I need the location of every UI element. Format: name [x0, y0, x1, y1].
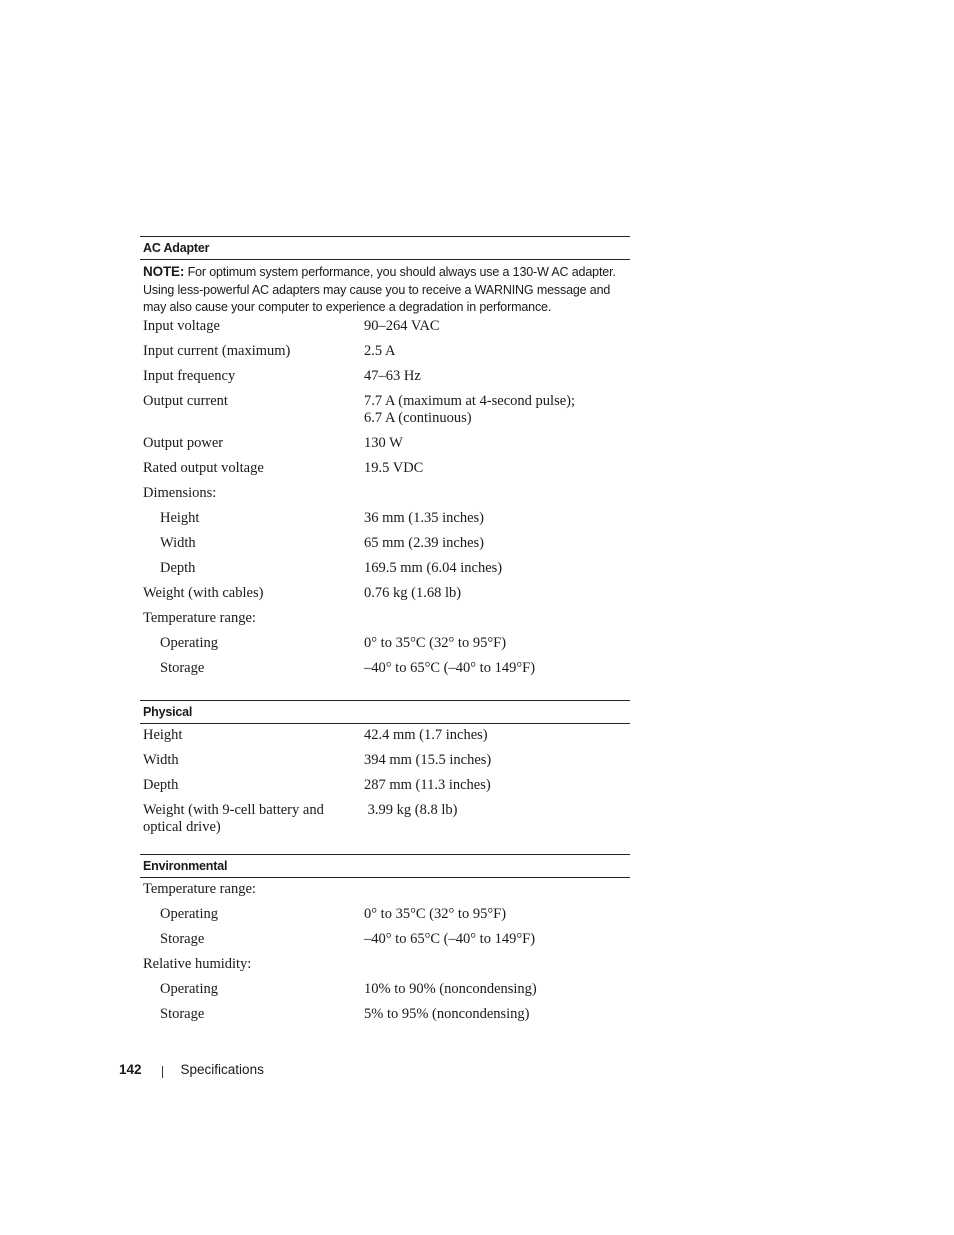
spec-row: [140, 460, 630, 485]
spec-row: [140, 635, 630, 660]
spec-label: Operating: [160, 635, 218, 651]
spec-value: 287 mm (11.3 inches): [364, 777, 491, 793]
spec-row: [140, 1006, 630, 1031]
spec-label: Relative humidity:: [143, 956, 252, 972]
spec-label: Depth: [143, 777, 179, 793]
spec-row: [140, 393, 630, 435]
spec-row: [140, 881, 630, 906]
spec-label: Height: [160, 510, 200, 526]
spec-label: Input frequency: [143, 368, 236, 384]
spec-value: 3.99 kg (8.8 lb): [364, 802, 458, 818]
spec-row: [140, 752, 630, 777]
footer-section-title: Specifications: [180, 1062, 264, 1077]
section-heading-ac-adapter: AC Adapter: [140, 236, 630, 260]
spec-label: Weight (with cables): [143, 585, 264, 601]
spec-value: –40° to 65°C (–40° to 149°F): [364, 931, 536, 947]
spec-row: [140, 777, 630, 802]
spec-label: Depth: [160, 560, 196, 576]
spec-row: [140, 343, 630, 368]
spec-label: Input current (maximum): [143, 343, 291, 359]
spec-value: 19.5 VDC: [364, 460, 424, 476]
spec-value: 0° to 35°C (32° to 95°F): [364, 906, 507, 922]
spec-label-line: optical drive): [143, 819, 221, 835]
spec-label: Input voltage: [143, 318, 220, 334]
spec-label: Height: [143, 727, 183, 743]
section-heading-physical: Physical: [140, 700, 630, 724]
spec-value: [364, 393, 630, 435]
spec-value: 42.4 mm (1.7 inches): [364, 727, 488, 743]
spec-label: Storage: [160, 931, 205, 947]
spec-value: 169.5 mm (6.04 inches): [364, 560, 503, 576]
spec-label: Output current: [143, 393, 228, 409]
ac-adapter-section: [140, 236, 630, 685]
spec-row: [140, 535, 630, 560]
spec-row: [140, 510, 630, 535]
spec-label: Rated output voltage: [143, 460, 264, 476]
spec-label: Storage: [160, 660, 205, 676]
spec-row: [140, 906, 630, 931]
spec-value: [364, 881, 630, 906]
page-footer: [119, 1062, 264, 1078]
spec-value: –40° to 65°C (–40° to 149°F): [364, 660, 536, 676]
spec-row: [140, 931, 630, 956]
spec-value: 0.76 kg (1.68 lb): [364, 585, 462, 601]
spec-label: Width: [160, 535, 196, 551]
spec-value: 2.5 A: [364, 343, 396, 359]
section-heading-environmental: Environmental: [140, 854, 630, 878]
spec-value: 90–264 VAC: [364, 318, 440, 334]
spec-value-line: 6.7 A (continuous): [364, 410, 472, 426]
spec-value: [364, 485, 630, 510]
spec-row: [140, 585, 630, 610]
spec-row: [140, 435, 630, 460]
spec-label: Operating: [160, 906, 218, 922]
spec-row: [140, 802, 630, 844]
spec-row: [140, 610, 630, 635]
spec-label: Operating: [160, 981, 218, 997]
environmental-section: [140, 854, 630, 1031]
spec-value: 47–63 Hz: [364, 368, 421, 384]
spec-label: Storage: [160, 1006, 205, 1022]
spec-row: [140, 956, 630, 981]
spec-label: Output power: [143, 435, 224, 451]
note-label: NOTE:: [143, 264, 185, 279]
spec-label: Width: [143, 752, 179, 768]
spec-row: [140, 318, 630, 343]
spec-value: 0° to 35°C (32° to 95°F): [364, 635, 507, 651]
spec-label: Dimensions:: [143, 485, 217, 501]
spec-value: 130 W: [364, 435, 403, 451]
footer-separator: [162, 1066, 163, 1078]
spec-row: [140, 660, 630, 685]
spec-value-line: 7.7 A (maximum at 4-second pulse);: [364, 393, 576, 409]
note-block: [140, 260, 630, 318]
spec-label: [140, 802, 364, 844]
spec-row: [140, 981, 630, 1006]
spec-label: Temperature range:: [143, 881, 256, 897]
spec-row: [140, 560, 630, 585]
page-number: 142: [119, 1062, 142, 1077]
physical-section: [140, 700, 630, 844]
spec-value: 10% to 90% (noncondensing): [364, 981, 537, 997]
spec-label: Temperature range:: [143, 610, 256, 626]
spec-value: 394 mm (15.5 inches): [364, 752, 492, 768]
spec-value: 65 mm (2.39 inches): [364, 535, 485, 551]
spec-value: [364, 610, 630, 635]
spec-row: [140, 727, 630, 752]
spec-value: 36 mm (1.35 inches): [364, 510, 485, 526]
note-text: For optimum system performance, you should always use a 130-W AC adapter. Using less-powerful AC adapters may cause you to receive a WARNING message and may also cause your computer to experience a degradation in performance.: [143, 265, 616, 314]
spec-value: 5% to 95% (noncondensing): [364, 1006, 530, 1022]
spec-value: [364, 956, 630, 981]
spec-label-line: Weight (with 9-cell battery and: [143, 802, 324, 818]
spec-row: [140, 368, 630, 393]
spec-row: [140, 485, 630, 510]
